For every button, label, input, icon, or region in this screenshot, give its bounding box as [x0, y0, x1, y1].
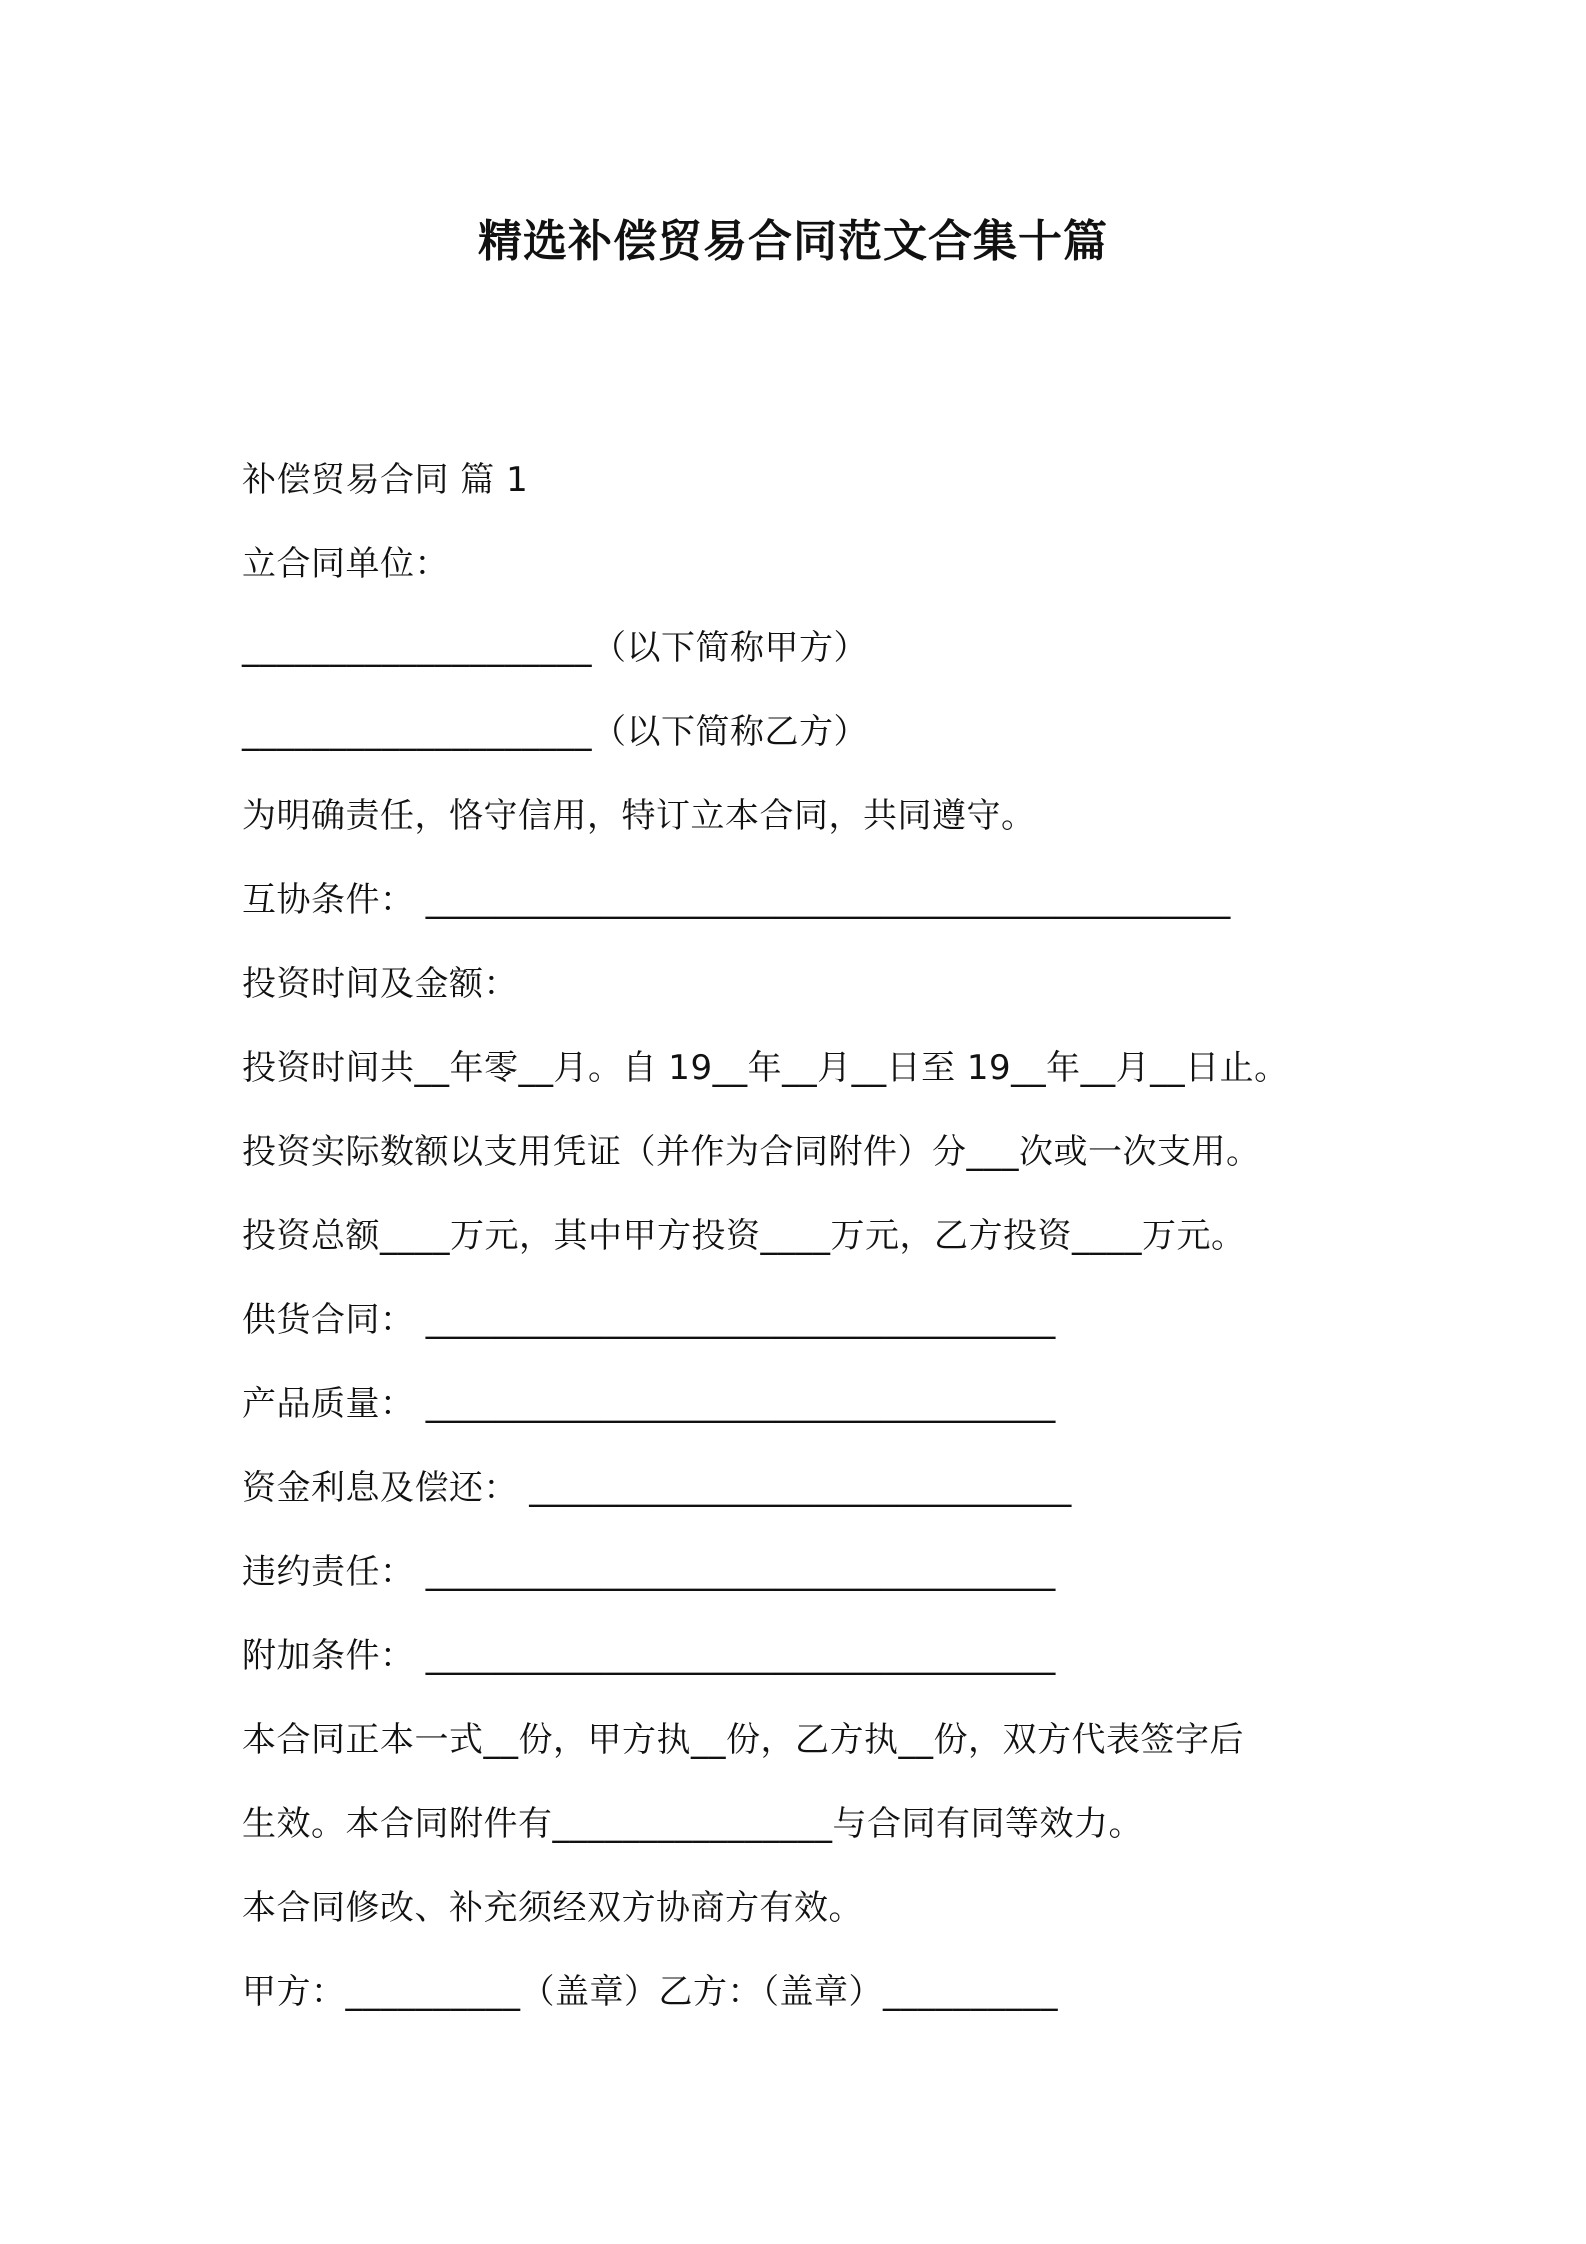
additional-conditions-line: 附加条件： ____________________________________ [242, 1636, 1056, 1676]
contract-parties-label: 立合同单位： [242, 544, 449, 584]
investment-period-line: 投资时间共__年零__月。自 19__年__月__日至 19__年__月__日止。 [242, 1048, 1289, 1088]
supply-contract-line: 供货合同： ____________________________________ [242, 1300, 1056, 1340]
copies-paragraph-line-1: 本合同正本一式__份，甲方执__份，乙方执__份，双方代表签字后 [242, 1720, 1244, 1760]
amendment-line: 本合同修改、补充须经双方协商方有效。 [242, 1888, 863, 1928]
signature-line: 甲方：__________（盖章）乙方：（盖章）__________ [242, 1972, 1058, 2012]
investment-total-line: 投资总额____万元，其中甲方投资____万元，乙方投资____万元。 [242, 1216, 1246, 1256]
copies-paragraph-line-2: 生效。本合同附件有________________与合同有同等效力。 [242, 1804, 1143, 1844]
mutual-conditions-line: 互协条件： ______________________________________________ [242, 880, 1231, 920]
breach-liability-line: 违约责任： ____________________________________ [242, 1552, 1056, 1592]
party-b-line: ____________________（以下简称乙方） [242, 712, 868, 752]
product-quality-line: 产品质量： ____________________________________ [242, 1384, 1056, 1424]
section-heading: 补偿贸易合同 篇 1 [242, 460, 529, 500]
interest-repayment-line: 资金利息及偿还： _______________________________ [242, 1468, 1072, 1508]
document-title: 精选补偿贸易合同范文合集十篇 [478, 216, 1108, 267]
purpose-paragraph: 为明确责任，恪守信用，特订立本合同，共同遵守。 [242, 796, 1036, 836]
investment-heading: 投资时间及金额： [242, 964, 518, 1004]
party-a-line: ____________________（以下简称甲方） [242, 628, 868, 668]
investment-amount-line: 投资实际数额以支用凭证（并作为合同附件）分___次或一次支用。 [242, 1132, 1261, 1172]
